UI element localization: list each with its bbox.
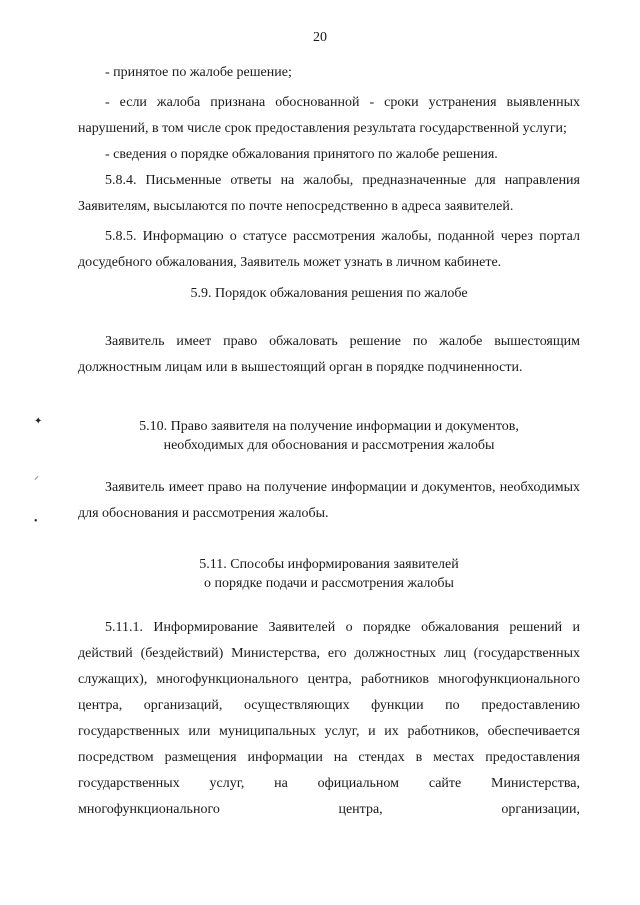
paragraph-5-11-1: 5.11.1. Информирование Заявителей о порядке обжалования решений и действий (бездействий) Министерства, его должностных лиц (государственных служащих), многофункционального центра, работников многофункционального центра, организаций, осуществляющих функции по предоставлению государственных или муниципальных услуг, и их работников, обеспечивается посредством размещения информации на стендах в местах предоставления государственных услуг, на официальном сайте Министерства, многофункционального центра, организации,	[78, 620, 580, 817]
heading-5-10-line-1: 5.10. Право заявителя на получение информации и документов,	[139, 419, 519, 434]
page-number: 20	[313, 30, 327, 45]
heading-5-10-line-2: необходимых для обоснования и рассмотрения жалобы	[163, 438, 495, 453]
scan-speck-mark: •	[34, 516, 38, 527]
paragraph-justified-complaint-bullet: - если жалоба признана обоснованной - сроки устранения выявленных нарушений, в том числе срок предоставления результата государственной услуги;	[78, 95, 580, 136]
paragraph-decision-bullet: - принятое по жалобе решение;	[105, 65, 292, 80]
paragraph-5-8-5: 5.8.5. Информацию о статусе рассмотрения жалобы, поданной через портал досудебного обжалования, Заявитель может узнать в личном кабинете.	[78, 229, 580, 270]
paragraph-5-9-body: Заявитель имеет право обжаловать решение по жалобе вышестоящим должностным лицам или в вышестоящий орган в порядке подчиненности.	[78, 334, 580, 375]
paragraph-5-10-body: Заявитель имеет право на получение информации и документов, необходимых для обоснования и рассмотрения жалобы.	[78, 480, 580, 521]
heading-5-9: 5.9. Порядок обжалования решения по жалобе	[190, 286, 468, 301]
paragraph-5-8-4: 5.8.4. Письменные ответы на жалобы, предназначенные для направления Заявителям, высылаются по почте непосредственно в адреса заявителей.	[78, 173, 580, 214]
document-body	[78, 60, 580, 823]
scan-speck-mark: ⸝	[34, 471, 39, 482]
heading-5-10	[78, 417, 580, 455]
heading-5-11-line-1: 5.11. Способы информирования заявителей	[199, 557, 459, 572]
paragraph-appeal-info-bullet: - сведения о порядке обжалования принятого по жалобе решения.	[105, 147, 498, 162]
scan-speck-mark: ✦	[34, 416, 43, 427]
heading-5-11	[78, 555, 580, 593]
heading-5-11-line-2: о порядке подачи и рассмотрения жалобы	[204, 576, 454, 591]
